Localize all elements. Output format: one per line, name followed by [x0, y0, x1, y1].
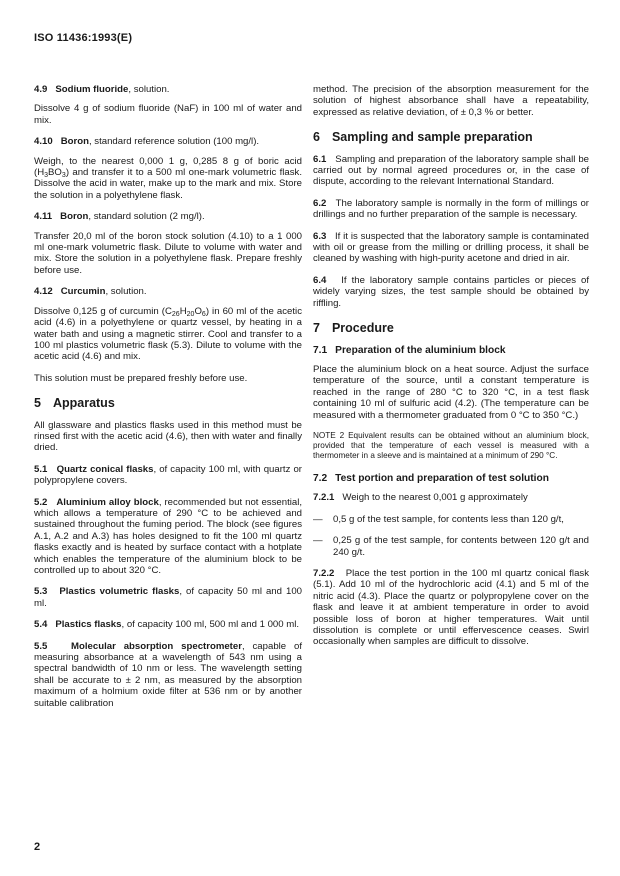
clause-5-1: 5.1 Quartz conical flasks, of capacity 100 ml, with quartz or polypropylene covers.: [34, 463, 302, 487]
clause-7-1-heading: 7.1 Preparation of the aluminium block: [313, 344, 506, 356]
note-2: NOTE 2 Equivalent results can be obtained without an aluminium block, provided that the temperature of each vessel is measured with a thermometer in a sleeve and is maintained at a minimum of 290 °C.: [313, 430, 589, 460]
clause-4-12-body: Dissolve 0,125 g of curcumin $(C_{26}H_{20}O_6)$ in 60 ml of the acetic acid (4.6) in a polyethylene or quartz vessel, by heating in a water bath and using a magnetic stirrer. Cool and transfer to a 100 ml plastics volumetric flask (5.3). Dilute to volume with the acetic acid (4.6) and mix.: [34, 305, 302, 363]
clause-7-2-1: 7.2.1 Weigh to the nearest 0,001 g approximately: [313, 492, 528, 504]
clause-6-4: 6.4 If the laboratory sample contains particles or pieces of widely varying sizes, the test sample should be obtained by riffling.: [313, 274, 589, 309]
clause-5-5: 5.5 Molecular absorption spectrometer, capable of measuring absorbance at a wavelength of 543 nm using a spectral bandwidth of 10 nm or less. The wavelength setting shall be accurate to ± 2 nm, as measured by the absorption maximum of a holmium oxide filter at 536 nm or by another suitable calibration: [34, 640, 303, 709]
section-5-heading: 5 Apparatus: [34, 396, 115, 411]
clause-6-1: 6.1 Sampling and preparation of the laboratory sample shall be carried out by normal agreed procedures or, in the case of dispute, according to the relevant International Standard.: [313, 153, 589, 188]
clause-5-4: 5.4 Plastics flasks, of capacity 100 ml, 500 ml and 1 000 ml.: [34, 619, 300, 631]
clause-6-2: 6.2 The laboratory sample is normally in the form of millings or drillings and no further preparation of the sample is necessary.: [313, 197, 589, 221]
document-header: ISO 11436:1993(E): [34, 32, 133, 44]
clause-6-3: 6.3 If it is suspected that the laboratory sample is contaminated with oil or grease from the milling or drilling process, it shall be cleaned by washing with high-purity acetone and dried in air.: [313, 230, 590, 265]
list-item: — 0,5 g of the test sample, for contents less than 120 g/t,: [313, 513, 564, 525]
clause-7-1-body: Place the aluminium block on a heat source. Adjust the surface temperature of the source, until a constant temperature is reached in the range of 280 °C to 320 °C, in a test flask containing 10 ml of sulfuric acid (4.2). (The temperature can be measured with a thermometer graduated from 0 °C to 350 °C.): [313, 363, 589, 421]
list-item: — 0,25 g of the test sample, for contents between 120 g/t and 240 g/t.: [313, 535, 589, 558]
clause-4-10-heading: 4.10 Boron, standard reference solution (100 mg/l).: [34, 136, 260, 148]
clause-4-9-heading: 4.9 Sodium fluoride, solution.: [34, 84, 170, 95]
clause-4-11-body: Transfer 20,0 ml of the boron stock solution (4.10) to a 1 000 ml one-mark volumetric flask. Dilute to volume with water and mix. Store the solution in a polyethylene flask. Prepare freshly before use.: [34, 230, 302, 276]
clause-5-5-continued: method. The precision of the absorption measurement for the solution of highest absorbance shall have a repeatability, expressed as relative deviation, of ± 0,3 % or better.: [313, 84, 589, 118]
section-7-heading: 7 Procedure: [313, 321, 394, 336]
clause-4-12-heading: 4.12 Curcumin, solution.: [34, 286, 147, 298]
page-number: 2: [34, 841, 41, 853]
clause-4-10-body: Weigh, to the nearest 0,000 1 g, 0,285 8 g of boric acid $(H_3BO_3)$ and transfer it to a 500 ml one-mark volumetric flask. Dissolve the acid in water, make up to the mark and mix. Store the solution in a polyethylene flask.: [34, 155, 302, 201]
left-column: [34, 84, 302, 719]
clause-4-9-body: Dissolve 4 g of sodium fluoride (NaF) in 100 ml of water and mix.: [34, 103, 302, 126]
right-column: [313, 84, 589, 658]
clause-4-12-note: This solution must be prepared freshly before use.: [34, 372, 248, 384]
section-6-heading: 6 Sampling and sample preparation: [313, 130, 533, 145]
clause-5-2: 5.2 Aluminium alloy block, recommended but not essential, which allows a temperature of 290 °C to be achieved and sustained throughout the fuming period. The block (see figures A.1, A.2 and A.3) has holes designed to fit the 100 ml quartz flasks exactly and is heated by surface contact with a hotplate which enables the temperature of the aluminium block to be controlled up to about 320 °C.: [34, 496, 303, 576]
section-5-body: All glassware and plastics flasks used in this method must be rinsed first with the acetic acid (4.6), then with water and finally dried.: [34, 419, 302, 454]
clause-5-3: 5.3 Plastics volumetric flasks, of capacity 50 ml and 100 ml.: [34, 586, 302, 609]
clause-4-11-heading: 4.11 Boron, standard solution (2 mg/l).: [34, 211, 205, 223]
clause-7-2-heading: 7.2 Test portion and preparation of test solution: [313, 472, 549, 484]
clause-7-2-2: 7.2.2 Place the test portion in the 100 ml quartz conical flask (5.1). Add 10 ml of the hydrochloric acid (4.1) and 5 ml of the nitric acid (4.3). Place the quartz or polypropylene cover on the flask and leave it at ambient temperature in order to avoid possible loss of boron at higher temperatures. Wait until dissolution is complete or until effervescence ceases. Swirl occasionally when samples are difficult to dissolve.: [313, 567, 589, 648]
